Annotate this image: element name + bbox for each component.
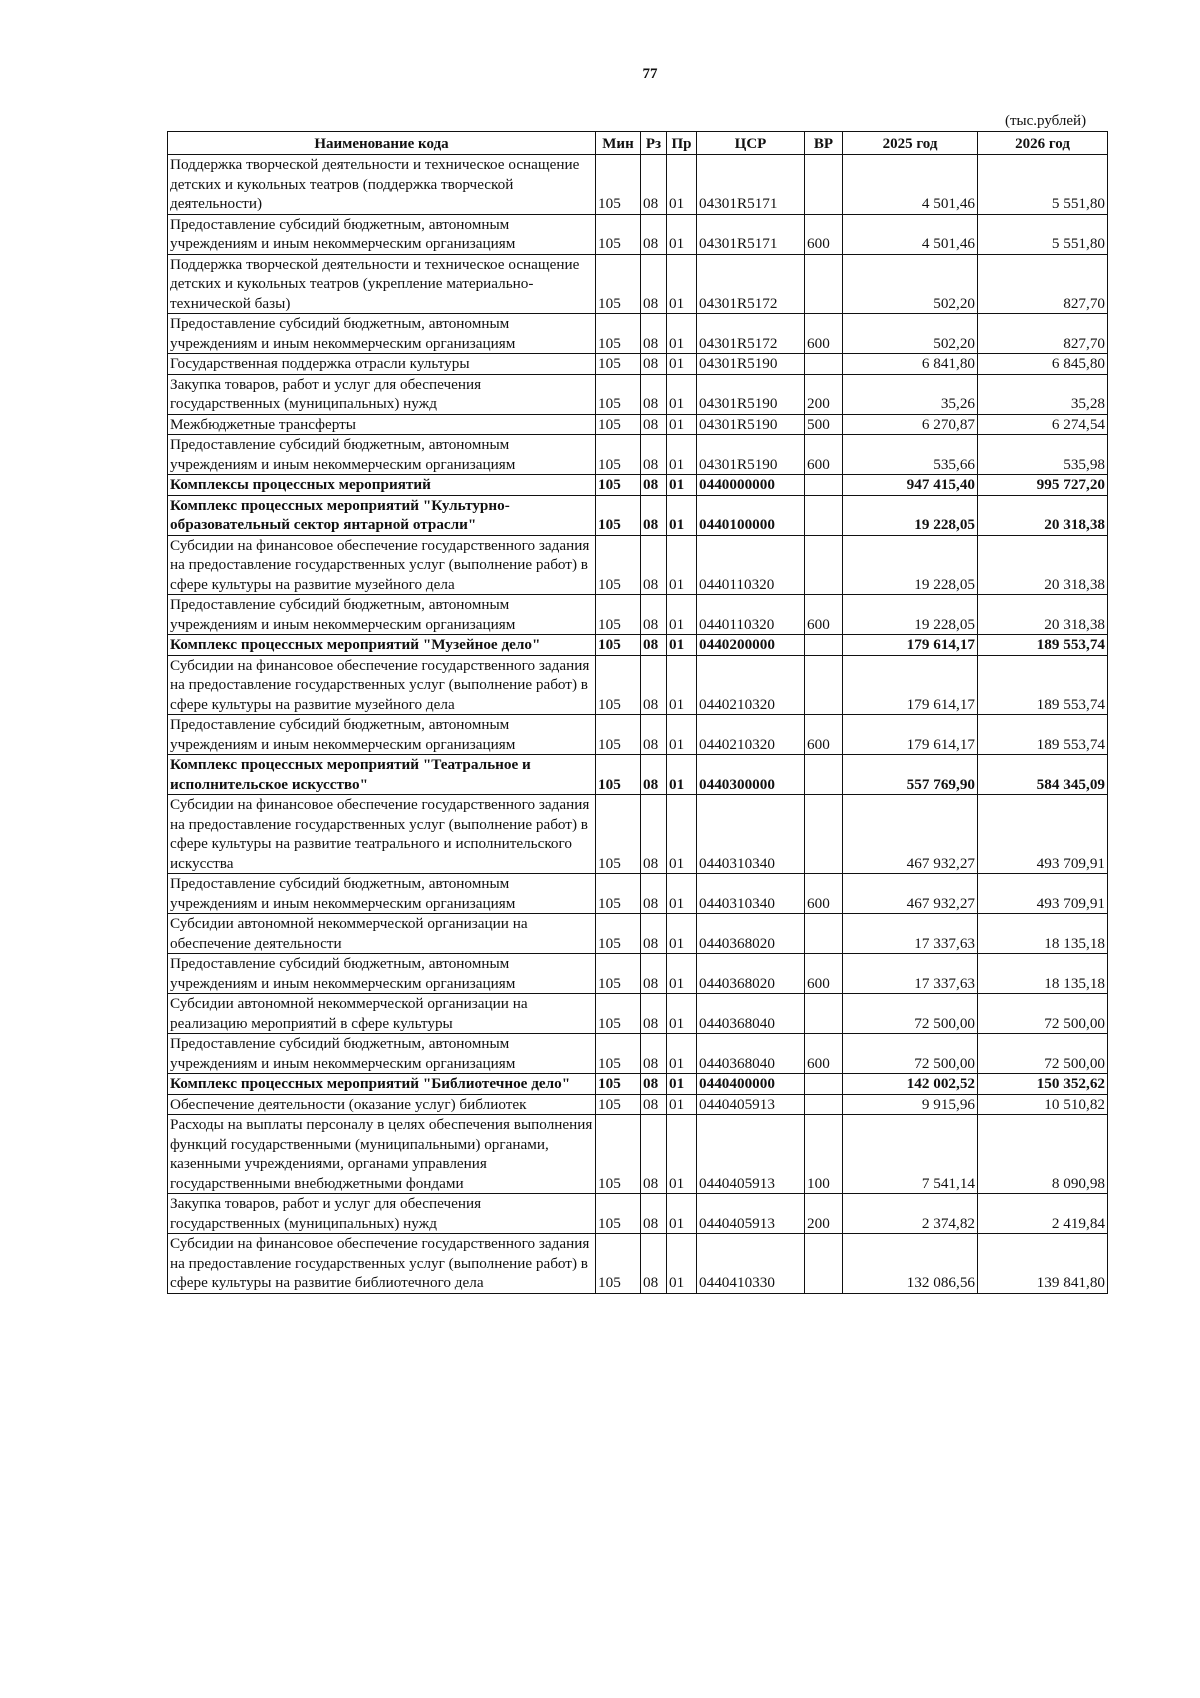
cell-min: 105 <box>596 755 641 795</box>
cell-2026: 5 551,80 <box>978 155 1108 215</box>
cell-vr: 600 <box>805 1034 843 1074</box>
cell-min: 105 <box>596 715 641 755</box>
cell-min: 105 <box>596 354 641 375</box>
cell-2026: 150 352,62 <box>978 1074 1108 1095</box>
cell-2025: 179 614,17 <box>843 655 978 715</box>
cell-name: Поддержка творческой деятельности и техническое оснащение детских и кукольных театров (укрепление материально-технической базы) <box>168 254 596 314</box>
cell-name: Предоставление субсидий бюджетным, автономным учреждениям и иным некоммерческим организациям <box>168 1034 596 1074</box>
table-row <box>168 475 1108 496</box>
cell-csr: 0440368040 <box>697 994 805 1034</box>
cell-name: Субсидии автономной некоммерческой организации на реализацию мероприятий в сфере культуры <box>168 994 596 1034</box>
cell-name: Предоставление субсидий бюджетным, автономным учреждениям и иным некоммерческим организациям <box>168 314 596 354</box>
cell-min: 105 <box>596 954 641 994</box>
cell-pr: 01 <box>667 635 697 656</box>
table-row <box>168 715 1108 755</box>
table-row <box>168 595 1108 635</box>
cell-2025: 4 501,46 <box>843 155 978 215</box>
cell-vr <box>805 635 843 656</box>
table-row <box>168 874 1108 914</box>
cell-vr: 600 <box>805 595 843 635</box>
cell-2025: 2 374,82 <box>843 1194 978 1234</box>
cell-2025: 142 002,52 <box>843 1074 978 1095</box>
cell-rz: 08 <box>641 595 667 635</box>
cell-2026: 6 845,80 <box>978 354 1108 375</box>
cell-vr <box>805 254 843 314</box>
table-header-row <box>168 132 1108 155</box>
cell-vr <box>805 1094 843 1115</box>
cell-name: Предоставление субсидий бюджетным, автономным учреждениям и иным некоммерческим организациям <box>168 435 596 475</box>
cell-csr: 0440368040 <box>697 1034 805 1074</box>
cell-2026: 20 318,38 <box>978 595 1108 635</box>
cell-2025: 947 415,40 <box>843 475 978 496</box>
cell-name: Закупка товаров, работ и услуг для обеспечения государственных (муниципальных) нужд <box>168 1194 596 1234</box>
cell-rz: 08 <box>641 214 667 254</box>
cell-vr: 200 <box>805 374 843 414</box>
cell-rz: 08 <box>641 374 667 414</box>
cell-vr <box>805 155 843 215</box>
cell-name: Субсидии на финансовое обеспечение государственного задания на предоставление государственных услуг (выполнение работ) в сфере культуры на развитие музейного дела <box>168 655 596 715</box>
cell-name: Расходы на выплаты персоналу в целях обеспечения выполнения функций государственными (муниципальными) органами, казенными учреждениями, органами управления государственными внебюджетными фондами <box>168 1115 596 1194</box>
cell-pr: 01 <box>667 155 697 215</box>
cell-name: Комплекс процессных мероприятий "Библиотечное дело" <box>168 1074 596 1095</box>
table-row <box>168 1034 1108 1074</box>
cell-pr: 01 <box>667 374 697 414</box>
cell-2026: 535,98 <box>978 435 1108 475</box>
cell-2026: 493 709,91 <box>978 874 1108 914</box>
cell-pr: 01 <box>667 414 697 435</box>
cell-vr: 600 <box>805 214 843 254</box>
cell-name: Субсидии на финансовое обеспечение государственного задания на предоставление государственных услуг (выполнение работ) в сфере культуры на развитие музейного дела <box>168 535 596 595</box>
table-row <box>168 374 1108 414</box>
cell-2026: 189 553,74 <box>978 655 1108 715</box>
cell-csr: 0440110320 <box>697 535 805 595</box>
table-row <box>168 435 1108 475</box>
cell-name: Субсидии автономной некоммерческой организации на обеспечение деятельности <box>168 914 596 954</box>
cell-vr: 100 <box>805 1115 843 1194</box>
cell-2025: 35,26 <box>843 374 978 414</box>
cell-pr: 01 <box>667 715 697 755</box>
cell-2025: 19 228,05 <box>843 535 978 595</box>
cell-rz: 08 <box>641 715 667 755</box>
cell-pr: 01 <box>667 314 697 354</box>
cell-min: 105 <box>596 374 641 414</box>
cell-2025: 502,20 <box>843 314 978 354</box>
cell-2025: 179 614,17 <box>843 715 978 755</box>
table-row <box>168 655 1108 715</box>
cell-csr: 0440310340 <box>697 795 805 874</box>
cell-min: 105 <box>596 1115 641 1194</box>
header-2025: 2025 год <box>843 132 978 155</box>
cell-min: 105 <box>596 1034 641 1074</box>
cell-vr: 500 <box>805 414 843 435</box>
cell-csr: 04301R5171 <box>697 214 805 254</box>
cell-2026: 827,70 <box>978 254 1108 314</box>
cell-2026: 584 345,09 <box>978 755 1108 795</box>
cell-2025: 502,20 <box>843 254 978 314</box>
cell-name: Предоставление субсидий бюджетным, автономным учреждениям и иным некоммерческим организациям <box>168 874 596 914</box>
cell-pr: 01 <box>667 994 697 1034</box>
cell-csr: 04301R5190 <box>697 354 805 375</box>
cell-pr: 01 <box>667 214 697 254</box>
cell-min: 105 <box>596 595 641 635</box>
cell-rz: 08 <box>641 795 667 874</box>
cell-pr: 01 <box>667 595 697 635</box>
cell-csr: 0440110320 <box>697 595 805 635</box>
cell-2025: 179 614,17 <box>843 635 978 656</box>
table-row <box>168 1074 1108 1095</box>
table-row <box>168 214 1108 254</box>
cell-pr: 01 <box>667 495 697 535</box>
cell-name: Межбюджетные трансферты <box>168 414 596 435</box>
cell-name: Обеспечение деятельности (оказание услуг) библиотек <box>168 1094 596 1115</box>
cell-2026: 35,28 <box>978 374 1108 414</box>
table-row <box>168 495 1108 535</box>
cell-csr: 04301R5190 <box>697 374 805 414</box>
cell-2025: 72 500,00 <box>843 1034 978 1074</box>
table-row <box>168 155 1108 215</box>
cell-vr <box>805 354 843 375</box>
cell-2025: 17 337,63 <box>843 954 978 994</box>
cell-2025: 557 769,90 <box>843 755 978 795</box>
cell-csr: 0440368020 <box>697 954 805 994</box>
cell-name: Субсидии на финансовое обеспечение государственного задания на предоставление государственных услуг (выполнение работ) в сфере культуры на развитие театрального и исполнительского искусства <box>168 795 596 874</box>
cell-rz: 08 <box>641 314 667 354</box>
cell-rz: 08 <box>641 874 667 914</box>
table-row <box>168 1234 1108 1294</box>
unit-note: (тыс.рублей) <box>1005 113 1087 129</box>
header-vr: ВР <box>805 132 843 155</box>
cell-csr: 0440210320 <box>697 655 805 715</box>
header-2026: 2026 год <box>978 132 1108 155</box>
header-csr: ЦСР <box>697 132 805 155</box>
cell-pr: 01 <box>667 254 697 314</box>
cell-2026: 20 318,38 <box>978 535 1108 595</box>
table-row <box>168 1194 1108 1234</box>
cell-2026: 72 500,00 <box>978 1034 1108 1074</box>
cell-name: Закупка товаров, работ и услуг для обеспечения государственных (муниципальных) нужд <box>168 374 596 414</box>
cell-pr: 01 <box>667 655 697 715</box>
cell-pr: 01 <box>667 914 697 954</box>
cell-min: 105 <box>596 1094 641 1115</box>
cell-pr: 01 <box>667 1094 697 1115</box>
cell-pr: 01 <box>667 1115 697 1194</box>
cell-name: Субсидии на финансовое обеспечение государственного задания на предоставление государственных услуг (выполнение работ) в сфере культуры на развитие библиотечного дела <box>168 1234 596 1294</box>
cell-pr: 01 <box>667 795 697 874</box>
cell-min: 105 <box>596 254 641 314</box>
cell-name: Предоставление субсидий бюджетным, автономным учреждениям и иным некоммерческим организациям <box>168 214 596 254</box>
cell-name: Предоставление субсидий бюджетным, автономным учреждениям и иным некоммерческим организациям <box>168 715 596 755</box>
table-row <box>168 635 1108 656</box>
table-row <box>168 354 1108 375</box>
cell-2026: 20 318,38 <box>978 495 1108 535</box>
cell-min: 105 <box>596 1074 641 1095</box>
cell-csr: 04301R5172 <box>697 254 805 314</box>
cell-pr: 01 <box>667 954 697 994</box>
cell-2025: 19 228,05 <box>843 595 978 635</box>
cell-rz: 08 <box>641 1115 667 1194</box>
cell-vr <box>805 655 843 715</box>
cell-min: 105 <box>596 1194 641 1234</box>
cell-2025: 7 541,14 <box>843 1115 978 1194</box>
cell-csr: 0440210320 <box>697 715 805 755</box>
cell-min: 105 <box>596 535 641 595</box>
cell-vr <box>805 914 843 954</box>
cell-pr: 01 <box>667 535 697 595</box>
cell-rz: 08 <box>641 655 667 715</box>
cell-vr: 600 <box>805 715 843 755</box>
cell-2025: 6 270,87 <box>843 414 978 435</box>
cell-pr: 01 <box>667 475 697 496</box>
cell-2025: 132 086,56 <box>843 1234 978 1294</box>
cell-2025: 17 337,63 <box>843 914 978 954</box>
cell-min: 105 <box>596 314 641 354</box>
cell-csr: 0440410330 <box>697 1234 805 1294</box>
cell-2026: 2 419,84 <box>978 1194 1108 1234</box>
cell-pr: 01 <box>667 1194 697 1234</box>
cell-2026: 10 510,82 <box>978 1094 1108 1115</box>
cell-2026: 5 551,80 <box>978 214 1108 254</box>
cell-rz: 08 <box>641 354 667 375</box>
table-row <box>168 1115 1108 1194</box>
header-min: Мин <box>596 132 641 155</box>
table-row <box>168 314 1108 354</box>
cell-csr: 0440405913 <box>697 1115 805 1194</box>
cell-vr <box>805 755 843 795</box>
cell-rz: 08 <box>641 1234 667 1294</box>
cell-vr <box>805 495 843 535</box>
table-row <box>168 1094 1108 1115</box>
cell-csr: 04301R5171 <box>697 155 805 215</box>
cell-name: Поддержка творческой деятельности и техническое оснащение детских и кукольных театров (поддержка творческой деятельности) <box>168 155 596 215</box>
cell-rz: 08 <box>641 254 667 314</box>
cell-rz: 08 <box>641 475 667 496</box>
cell-2025: 4 501,46 <box>843 214 978 254</box>
cell-vr: 600 <box>805 314 843 354</box>
cell-csr: 0440400000 <box>697 1074 805 1095</box>
cell-2026: 72 500,00 <box>978 994 1108 1034</box>
cell-2026: 6 274,54 <box>978 414 1108 435</box>
cell-min: 105 <box>596 435 641 475</box>
cell-2026: 8 090,98 <box>978 1115 1108 1194</box>
cell-min: 105 <box>596 914 641 954</box>
table-row <box>168 414 1108 435</box>
cell-rz: 08 <box>641 155 667 215</box>
cell-2025: 72 500,00 <box>843 994 978 1034</box>
table-row <box>168 254 1108 314</box>
cell-csr: 0440405913 <box>697 1094 805 1115</box>
cell-min: 105 <box>596 635 641 656</box>
cell-rz: 08 <box>641 994 667 1034</box>
cell-rz: 08 <box>641 495 667 535</box>
cell-pr: 01 <box>667 1074 697 1095</box>
cell-csr: 0440000000 <box>697 475 805 496</box>
cell-rz: 08 <box>641 1034 667 1074</box>
cell-2025: 467 932,27 <box>843 874 978 914</box>
cell-min: 105 <box>596 874 641 914</box>
cell-vr <box>805 1074 843 1095</box>
cell-vr <box>805 535 843 595</box>
cell-pr: 01 <box>667 755 697 795</box>
page-number: 77 <box>642 66 658 82</box>
cell-vr <box>805 795 843 874</box>
cell-rz: 08 <box>641 414 667 435</box>
cell-name: Комплекс процессных мероприятий "Театральное и исполнительское искусство" <box>168 755 596 795</box>
cell-min: 105 <box>596 655 641 715</box>
cell-min: 105 <box>596 994 641 1034</box>
cell-2026: 189 553,74 <box>978 715 1108 755</box>
cell-csr: 04301R5172 <box>697 314 805 354</box>
cell-rz: 08 <box>641 1074 667 1095</box>
cell-csr: 0440300000 <box>697 755 805 795</box>
table-row <box>168 535 1108 595</box>
cell-min: 105 <box>596 475 641 496</box>
header-rz: Рз <box>641 132 667 155</box>
cell-rz: 08 <box>641 635 667 656</box>
table-row <box>168 954 1108 994</box>
cell-pr: 01 <box>667 435 697 475</box>
cell-name: Предоставление субсидий бюджетным, автономным учреждениям и иным некоммерческим организациям <box>168 595 596 635</box>
cell-2026: 493 709,91 <box>978 795 1108 874</box>
cell-rz: 08 <box>641 914 667 954</box>
cell-2026: 18 135,18 <box>978 914 1108 954</box>
cell-csr: 0440310340 <box>697 874 805 914</box>
cell-csr: 04301R5190 <box>697 414 805 435</box>
cell-csr: 0440100000 <box>697 495 805 535</box>
cell-rz: 08 <box>641 1094 667 1115</box>
cell-vr: 600 <box>805 874 843 914</box>
cell-pr: 01 <box>667 1034 697 1074</box>
cell-vr <box>805 994 843 1034</box>
cell-rz: 08 <box>641 435 667 475</box>
cell-2026: 139 841,80 <box>978 1234 1108 1294</box>
cell-vr: 600 <box>805 954 843 994</box>
cell-pr: 01 <box>667 354 697 375</box>
table-row <box>168 914 1108 954</box>
cell-name: Комплекс процессных мероприятий "Музейное дело" <box>168 635 596 656</box>
table-body <box>168 155 1108 1294</box>
header-name: Наименование кода <box>168 132 596 155</box>
budget-table <box>167 131 1108 1294</box>
cell-rz: 08 <box>641 954 667 994</box>
cell-name: Комплексы процессных мероприятий <box>168 475 596 496</box>
cell-2025: 9 915,96 <box>843 1094 978 1115</box>
cell-2026: 189 553,74 <box>978 635 1108 656</box>
cell-2025: 19 228,05 <box>843 495 978 535</box>
cell-2025: 535,66 <box>843 435 978 475</box>
cell-csr: 0440405913 <box>697 1194 805 1234</box>
cell-min: 105 <box>596 155 641 215</box>
cell-2025: 467 932,27 <box>843 795 978 874</box>
table-row <box>168 994 1108 1034</box>
table-row <box>168 795 1108 874</box>
cell-rz: 08 <box>641 755 667 795</box>
table-row <box>168 755 1108 795</box>
cell-min: 105 <box>596 1234 641 1294</box>
cell-min: 105 <box>596 495 641 535</box>
cell-2026: 827,70 <box>978 314 1108 354</box>
cell-name: Предоставление субсидий бюджетным, автономным учреждениям и иным некоммерческим организациям <box>168 954 596 994</box>
cell-csr: 04301R5190 <box>697 435 805 475</box>
cell-pr: 01 <box>667 874 697 914</box>
cell-vr: 600 <box>805 435 843 475</box>
cell-2025: 6 841,80 <box>843 354 978 375</box>
cell-min: 105 <box>596 214 641 254</box>
cell-name: Комплекс процессных мероприятий "Культурно-образовательный сектор янтарной отрасли" <box>168 495 596 535</box>
cell-2026: 18 135,18 <box>978 954 1108 994</box>
cell-2026: 995 727,20 <box>978 475 1108 496</box>
cell-csr: 0440200000 <box>697 635 805 656</box>
cell-min: 105 <box>596 795 641 874</box>
cell-vr <box>805 475 843 496</box>
cell-rz: 08 <box>641 1194 667 1234</box>
cell-csr: 0440368020 <box>697 914 805 954</box>
cell-vr <box>805 1234 843 1294</box>
cell-min: 105 <box>596 414 641 435</box>
cell-rz: 08 <box>641 535 667 595</box>
header-pr: Пр <box>667 132 697 155</box>
cell-vr: 200 <box>805 1194 843 1234</box>
cell-pr: 01 <box>667 1234 697 1294</box>
cell-name: Государственная поддержка отрасли культуры <box>168 354 596 375</box>
